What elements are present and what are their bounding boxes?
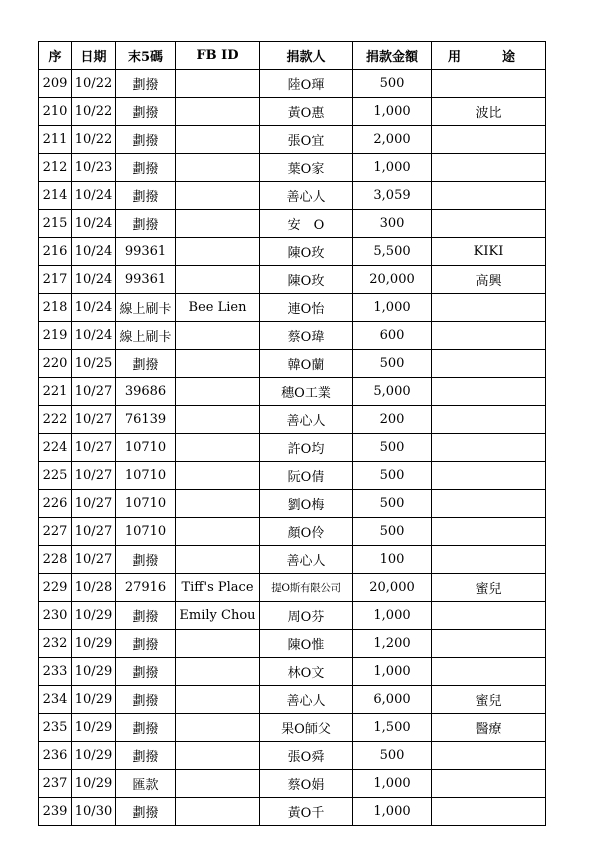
cell-seq: 210 xyxy=(39,98,72,126)
cell-last5: 76139 xyxy=(116,406,176,434)
cell-last5: 劃撥 xyxy=(116,798,176,826)
table-row xyxy=(39,546,546,574)
cell-seq: 222 xyxy=(39,406,72,434)
cell-donor: 林O文 xyxy=(260,658,353,686)
cell-fbid xyxy=(176,798,260,826)
cell-last5: 劃撥 xyxy=(116,70,176,98)
cell-purpose xyxy=(432,350,546,378)
cell-donor: 蔡O瑋 xyxy=(260,322,353,350)
cell-purpose xyxy=(432,658,546,686)
cell-seq: 234 xyxy=(39,686,72,714)
table-row xyxy=(39,98,546,126)
cell-fbid xyxy=(176,742,260,770)
cell-fbid xyxy=(176,770,260,798)
cell-donor: 提O斯有限公司 xyxy=(260,574,353,602)
cell-last5: 線上刷卡 xyxy=(116,322,176,350)
cell-donor: 陳O玫 xyxy=(260,238,353,266)
cell-seq: 218 xyxy=(39,294,72,322)
cell-amount: 3,059 xyxy=(353,182,432,210)
header-purpose: 用 途 xyxy=(432,42,546,70)
cell-seq: 215 xyxy=(39,210,72,238)
cell-last5: 劃撥 xyxy=(116,154,176,182)
cell-date: 10/27 xyxy=(72,490,116,518)
table-row xyxy=(39,350,546,378)
cell-amount: 500 xyxy=(353,518,432,546)
cell-purpose: 蜜兒 xyxy=(432,574,546,602)
cell-fbid xyxy=(176,238,260,266)
cell-amount: 1,000 xyxy=(353,602,432,630)
cell-amount: 500 xyxy=(353,490,432,518)
cell-date: 10/24 xyxy=(72,238,116,266)
table-row xyxy=(39,658,546,686)
cell-last5: 線上刷卡 xyxy=(116,294,176,322)
cell-amount: 6,000 xyxy=(353,686,432,714)
header-donor: 捐款人 xyxy=(260,42,353,70)
cell-donor: 蔡O娟 xyxy=(260,770,353,798)
table-row xyxy=(39,518,546,546)
table-row xyxy=(39,490,546,518)
cell-date: 10/27 xyxy=(72,406,116,434)
cell-date: 10/27 xyxy=(72,462,116,490)
cell-donor: 許O均 xyxy=(260,434,353,462)
donation-table xyxy=(38,41,546,826)
cell-last5: 劃撥 xyxy=(116,630,176,658)
cell-seq: 219 xyxy=(39,322,72,350)
cell-seq: 220 xyxy=(39,350,72,378)
cell-seq: 228 xyxy=(39,546,72,574)
table-row xyxy=(39,462,546,490)
cell-date: 10/22 xyxy=(72,70,116,98)
cell-last5: 劃撥 xyxy=(116,742,176,770)
cell-donor: 陳O惟 xyxy=(260,630,353,658)
cell-fbid xyxy=(176,546,260,574)
table-row xyxy=(39,210,546,238)
cell-seq: 217 xyxy=(39,266,72,294)
cell-last5: 10710 xyxy=(116,490,176,518)
cell-purpose xyxy=(432,546,546,574)
table-row xyxy=(39,630,546,658)
cell-seq: 229 xyxy=(39,574,72,602)
table-row xyxy=(39,770,546,798)
cell-purpose xyxy=(432,434,546,462)
cell-amount: 500 xyxy=(353,742,432,770)
cell-donor: 周O芬 xyxy=(260,602,353,630)
cell-amount: 500 xyxy=(353,350,432,378)
cell-fbid xyxy=(176,154,260,182)
cell-donor: 善心人 xyxy=(260,182,353,210)
cell-date: 10/25 xyxy=(72,350,116,378)
cell-fbid: Tiff's Place xyxy=(176,574,260,602)
cell-date: 10/27 xyxy=(72,434,116,462)
cell-last5: 27916 xyxy=(116,574,176,602)
cell-fbid: Emily Chou xyxy=(176,602,260,630)
cell-donor: 善心人 xyxy=(260,546,353,574)
cell-purpose xyxy=(432,770,546,798)
cell-purpose xyxy=(432,518,546,546)
cell-amount: 600 xyxy=(353,322,432,350)
cell-fbid xyxy=(176,630,260,658)
cell-fbid xyxy=(176,378,260,406)
cell-seq: 212 xyxy=(39,154,72,182)
cell-date: 10/24 xyxy=(72,266,116,294)
cell-purpose xyxy=(432,378,546,406)
cell-date: 10/29 xyxy=(72,630,116,658)
cell-purpose xyxy=(432,602,546,630)
cell-amount: 5,500 xyxy=(353,238,432,266)
cell-last5: 劃撥 xyxy=(116,98,176,126)
cell-amount: 5,000 xyxy=(353,378,432,406)
cell-donor: 果O師父 xyxy=(260,714,353,742)
cell-seq: 232 xyxy=(39,630,72,658)
cell-seq: 214 xyxy=(39,182,72,210)
cell-amount: 1,000 xyxy=(353,154,432,182)
cell-donor: 黃O惠 xyxy=(260,98,353,126)
cell-donor: 黃O千 xyxy=(260,798,353,826)
cell-purpose xyxy=(432,154,546,182)
cell-fbid xyxy=(176,182,260,210)
cell-seq: 216 xyxy=(39,238,72,266)
cell-last5: 10710 xyxy=(116,518,176,546)
cell-fbid xyxy=(176,70,260,98)
cell-amount: 1,000 xyxy=(353,98,432,126)
cell-purpose xyxy=(432,294,546,322)
cell-purpose xyxy=(432,462,546,490)
cell-seq: 233 xyxy=(39,658,72,686)
header-last5: 末5碼 xyxy=(116,42,176,70)
cell-seq: 236 xyxy=(39,742,72,770)
cell-donor: 阮O倩 xyxy=(260,462,353,490)
cell-amount: 300 xyxy=(353,210,432,238)
header-date: 日期 xyxy=(72,42,116,70)
cell-fbid xyxy=(176,434,260,462)
cell-date: 10/29 xyxy=(72,742,116,770)
table-row xyxy=(39,238,546,266)
header-fbid: FB ID xyxy=(176,42,260,70)
cell-donor: 張O舜 xyxy=(260,742,353,770)
cell-fbid xyxy=(176,98,260,126)
cell-seq: 239 xyxy=(39,798,72,826)
cell-date: 10/29 xyxy=(72,770,116,798)
cell-last5: 劃撥 xyxy=(116,210,176,238)
cell-amount: 1,000 xyxy=(353,294,432,322)
cell-last5: 劃撥 xyxy=(116,686,176,714)
cell-date: 10/22 xyxy=(72,126,116,154)
cell-last5: 劃撥 xyxy=(116,126,176,154)
cell-amount: 200 xyxy=(353,406,432,434)
cell-fbid xyxy=(176,658,260,686)
cell-date: 10/29 xyxy=(72,602,116,630)
cell-purpose xyxy=(432,406,546,434)
cell-fbid xyxy=(176,490,260,518)
cell-fbid xyxy=(176,686,260,714)
cell-date: 10/27 xyxy=(72,518,116,546)
cell-purpose: 高興 xyxy=(432,266,546,294)
cell-amount: 20,000 xyxy=(353,266,432,294)
cell-fbid xyxy=(176,350,260,378)
cell-purpose: 蜜兒 xyxy=(432,686,546,714)
cell-purpose xyxy=(432,210,546,238)
cell-date: 10/22 xyxy=(72,98,116,126)
cell-amount: 500 xyxy=(353,70,432,98)
table-row xyxy=(39,378,546,406)
cell-amount: 1,200 xyxy=(353,630,432,658)
cell-fbid: Bee Lien xyxy=(176,294,260,322)
cell-last5: 劃撥 xyxy=(116,182,176,210)
table-row xyxy=(39,574,546,602)
cell-amount: 1,500 xyxy=(353,714,432,742)
cell-last5: 劃撥 xyxy=(116,546,176,574)
table-row xyxy=(39,714,546,742)
cell-amount: 1,000 xyxy=(353,658,432,686)
table-row xyxy=(39,798,546,826)
cell-seq: 225 xyxy=(39,462,72,490)
table-row xyxy=(39,266,546,294)
table-row xyxy=(39,322,546,350)
cell-purpose: 波比 xyxy=(432,98,546,126)
cell-donor: 顏O伶 xyxy=(260,518,353,546)
cell-date: 10/29 xyxy=(72,714,116,742)
table-row xyxy=(39,434,546,462)
cell-donor: 韓O蘭 xyxy=(260,350,353,378)
cell-amount: 1,000 xyxy=(353,798,432,826)
cell-purpose xyxy=(432,322,546,350)
cell-fbid xyxy=(176,518,260,546)
cell-donor: 陸O琿 xyxy=(260,70,353,98)
cell-last5: 匯款 xyxy=(116,770,176,798)
table-row xyxy=(39,126,546,154)
cell-date: 10/24 xyxy=(72,210,116,238)
donation-sheet xyxy=(38,41,546,826)
cell-date: 10/28 xyxy=(72,574,116,602)
cell-purpose xyxy=(432,490,546,518)
cell-seq: 227 xyxy=(39,518,72,546)
cell-seq: 224 xyxy=(39,434,72,462)
cell-purpose: KIKI xyxy=(432,238,546,266)
cell-date: 10/24 xyxy=(72,294,116,322)
cell-donor: 善心人 xyxy=(260,686,353,714)
table-row xyxy=(39,154,546,182)
table-body xyxy=(39,70,546,826)
cell-amount: 500 xyxy=(353,434,432,462)
cell-fbid xyxy=(176,462,260,490)
cell-date: 10/23 xyxy=(72,154,116,182)
cell-date: 10/29 xyxy=(72,686,116,714)
cell-last5: 劃撥 xyxy=(116,658,176,686)
cell-donor: 張O宜 xyxy=(260,126,353,154)
cell-amount: 500 xyxy=(353,462,432,490)
header-seq: 序 xyxy=(39,42,72,70)
cell-fbid xyxy=(176,266,260,294)
cell-date: 10/30 xyxy=(72,798,116,826)
cell-date: 10/27 xyxy=(72,546,116,574)
cell-donor: 陳O玫 xyxy=(260,266,353,294)
cell-amount: 20,000 xyxy=(353,574,432,602)
table-row xyxy=(39,602,546,630)
cell-last5: 10710 xyxy=(116,434,176,462)
table-row xyxy=(39,70,546,98)
cell-amount: 1,000 xyxy=(353,770,432,798)
cell-seq: 209 xyxy=(39,70,72,98)
cell-purpose xyxy=(432,126,546,154)
cell-donor: 葉O家 xyxy=(260,154,353,182)
cell-last5: 39686 xyxy=(116,378,176,406)
cell-fbid xyxy=(176,714,260,742)
cell-purpose xyxy=(432,742,546,770)
cell-purpose xyxy=(432,182,546,210)
cell-fbid xyxy=(176,406,260,434)
cell-last5: 劃撥 xyxy=(116,714,176,742)
cell-date: 10/24 xyxy=(72,182,116,210)
table-row xyxy=(39,406,546,434)
cell-seq: 211 xyxy=(39,126,72,154)
cell-donor: 劉O梅 xyxy=(260,490,353,518)
cell-last5: 劃撥 xyxy=(116,602,176,630)
cell-donor: 連O怡 xyxy=(260,294,353,322)
cell-fbid xyxy=(176,126,260,154)
cell-date: 10/24 xyxy=(72,322,116,350)
cell-seq: 226 xyxy=(39,490,72,518)
header-row xyxy=(39,42,546,70)
cell-purpose xyxy=(432,70,546,98)
cell-last5: 99361 xyxy=(116,266,176,294)
cell-donor: 穗O工業 xyxy=(260,378,353,406)
cell-last5: 10710 xyxy=(116,462,176,490)
table-row xyxy=(39,294,546,322)
cell-seq: 237 xyxy=(39,770,72,798)
cell-seq: 230 xyxy=(39,602,72,630)
cell-fbid xyxy=(176,322,260,350)
table-header xyxy=(39,42,546,70)
table-row xyxy=(39,182,546,210)
cell-last5: 99361 xyxy=(116,238,176,266)
cell-last5: 劃撥 xyxy=(116,350,176,378)
cell-donor: 善心人 xyxy=(260,406,353,434)
cell-amount: 2,000 xyxy=(353,126,432,154)
table-row xyxy=(39,686,546,714)
cell-seq: 235 xyxy=(39,714,72,742)
cell-purpose xyxy=(432,630,546,658)
table-row xyxy=(39,742,546,770)
header-amount: 捐款金額 xyxy=(353,42,432,70)
cell-purpose: 醫療 xyxy=(432,714,546,742)
cell-purpose xyxy=(432,798,546,826)
cell-amount: 100 xyxy=(353,546,432,574)
cell-date: 10/27 xyxy=(72,378,116,406)
cell-donor: 安 O xyxy=(260,210,353,238)
cell-date: 10/29 xyxy=(72,658,116,686)
cell-seq: 221 xyxy=(39,378,72,406)
cell-fbid xyxy=(176,210,260,238)
